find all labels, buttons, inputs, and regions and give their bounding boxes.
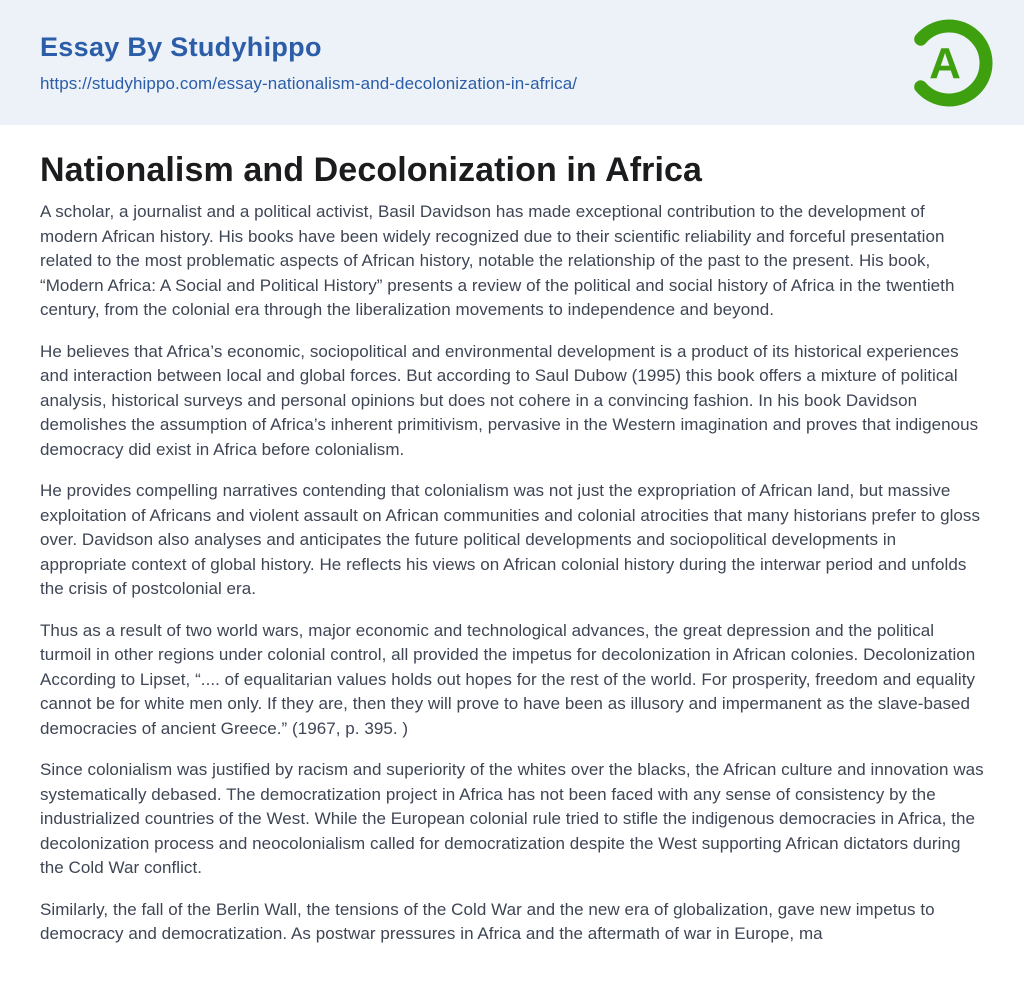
essay-paragraph-5: Since colonialism was justified by racism and superiority of the whites over the blacks, the African culture and innovation was systematically debased. The democratization project in Africa has not been faced with any sense of consistency by the industrialized countries of the West. While the European colonial rule tried to stifle the indigenous democracies in Africa, the decolonization process and neocolonialism called for democratization despite the West supporting African dictators during the Cold War conflict.	[40, 760, 984, 878]
essay-paragraph-6: Similarly, the fall of the Berlin Wall, the tensions of the Cold War and the new era of globalization, gave new impetus to democracy and democratization. As postwar pressures in Africa and the aftermath of war in Europe, ma	[40, 899, 935, 944]
logo-arc-icon	[904, 18, 994, 108]
site-title: Essay By Studyhippo	[40, 31, 322, 62]
source-url-link[interactable]: https://studyhippo.com/essay-nationalism-and-decolonization-in-africa/	[40, 73, 578, 93]
logo-letter: A	[929, 38, 961, 88]
essay-paragraph-1: A scholar, a journalist and a political activist, Basil Davidson has made exceptional contribution to the development of modern African history. His books have been widely recognized due to their scientific reliability and forceful presentation related to the most problematic aspects of African history, notable the relationship of the past to the present. His book, “Modern Africa: A Social and Political History” presents a review of the political and social history of Africa in the twentieth century, from the colonial era through the liberalization movements to independence and beyond.	[40, 202, 955, 320]
page-header	[0, 0, 1024, 125]
header-text-block	[40, 32, 577, 94]
essay-paragraph-2: He believes that Africa’s economic, sociopolitical and environmental development is a product of its historical experiences and interaction between local and global forces. But according to Saul Dubow (1995) this book offers a mixture of political analysis, historical surveys and personal opinions but does not cohere in a convincing fashion. In his book Davidson demolishes the assumption of Africa’s inherent primitivism, pervasive in the Western imagination and proves that indigenous democracy did exist in Africa before colonialism.	[40, 341, 979, 459]
studyhippo-logo	[904, 18, 994, 108]
essay-title: Nationalism and Decolonization in Africa	[40, 151, 703, 189]
essay-paragraph-3: He provides compelling narratives contending that colonialism was not just the expropriation of African land, but massive exploitation of Africans and violent assault on African communities and colonial atrocities that many historians prefer to gloss over. Davidson also analyses and anticipates the future political developments and sociopolitical developments in appropriate context of global history. He reflects his views on African colonial history during the interwar period and unfolds the crisis of postcolonial era.	[40, 481, 981, 599]
essay-paragraph-4: Thus as a result of two world wars, major economic and technological advances, the great depression and the political turmoil in other regions under colonial control, all provided the impetus for decolonization in African colonies. Decolonization According to Lipset, “.... of equalitarian values holds out hopes for the rest of the world. For prosperity, freedom and equality cannot be for white men only. If they are, then they will prove to have been as illusory and impermanent as the slave-based democracies of ancient Greece.” (1967, p. 395. )	[40, 620, 976, 738]
essay-article	[0, 150, 1024, 947]
